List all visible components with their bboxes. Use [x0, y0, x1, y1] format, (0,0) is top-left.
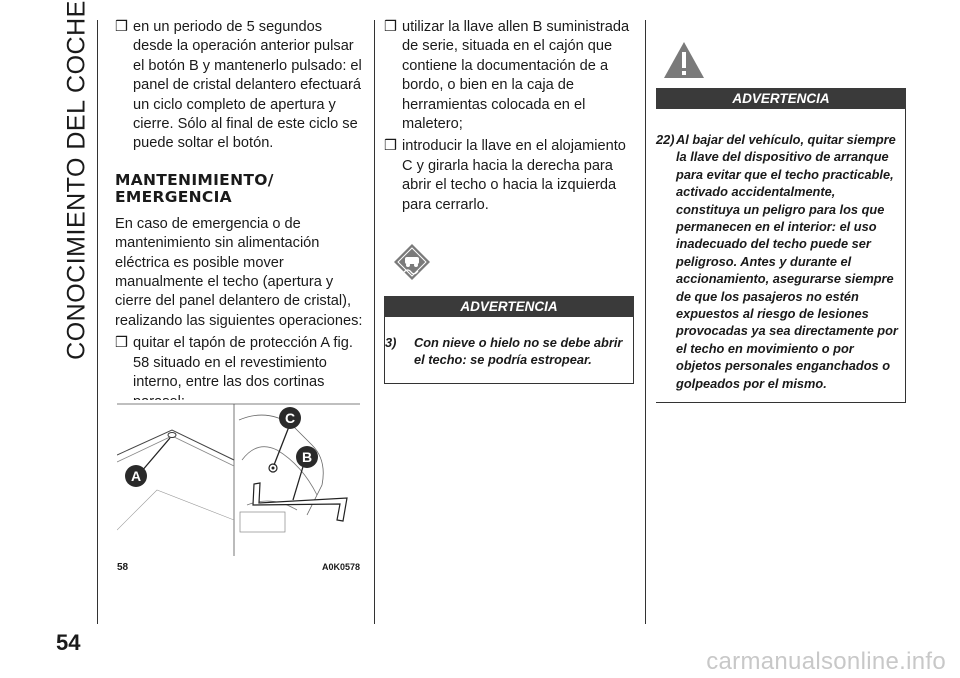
figure-number: 58 [117, 562, 129, 573]
column-divider-2 [645, 20, 646, 624]
bullet-mark: ❒ [115, 19, 129, 35]
paragraph: En caso de emergencia o de mantenimiento sin alimentación eléctrica es posible mover manualmente el techo (apertura y cierre del panel delantero de cristal), realizando las siguientes operaciones: [115, 215, 363, 329]
section-heading-line: MANTENIMIENTO/ [115, 170, 274, 189]
sunroof-illustration [117, 400, 360, 560]
column-divider-1 [374, 20, 375, 624]
warning-icon-slippery [392, 242, 432, 282]
warning-box-22 [656, 88, 906, 403]
slippery-road-icon [392, 242, 432, 282]
list-item [384, 137, 634, 215]
label-c-marker [279, 407, 301, 429]
exclamation-triangle-icon [662, 40, 706, 80]
warning-text: Al bajar del vehículo, quitar siempre la llave del dispositivo de arranque para evitar que el techo practicable, activado accidentalmente, constituya un peligro para los que permanecen en el interior: el uso inadecuado del techo puede ser peligroso. Antes y durante el accionamiento, asegurarse siempre de que los pasajeros no estén expuestos al riesgo de lesiones provocadas ya sea directamente por el techo en movimiento o por objetos personales enganchados o golpeados por el mismo. [676, 132, 898, 391]
figure-58-illustration [117, 400, 360, 575]
bullet-mark: ❒ [384, 19, 398, 35]
label-a: A [130, 468, 142, 484]
warning-body [656, 109, 906, 403]
sidebar-rule [97, 20, 98, 624]
chapter-title-text: CONOCIMIENTO DEL COCHE [62, 0, 91, 360]
figure-code: A0K0578 [322, 562, 361, 572]
list-item-text: quitar el tapón de protección A fig. 58 situado en el revestimiento interno, entre las dos cortinas [133, 335, 353, 391]
bullet-mark: ❒ [384, 138, 398, 155]
page-number: 54 [56, 630, 81, 655]
warning-body [384, 317, 634, 384]
warning-box-3 [384, 296, 634, 384]
warning-text: Con nieve o hielo no se debe abrir el techo: se podría estropear. [414, 335, 623, 368]
list-item [115, 18, 365, 154]
list-item-text: en un periodo de 5 segundos desde la operación anterior pulsar el botón B y mantenerlo pulsado: el panel de cristal delantero efectuará un ciclo completo de apertura y cierre. Sólo al final de este ciclo se puede soltar el botón. [133, 19, 362, 152]
warning-title: ADVERTENCIA [656, 88, 906, 109]
label-a-marker [125, 465, 147, 487]
bullet-mark: ❒ [115, 335, 129, 352]
column-1 [115, 18, 365, 415]
watermark: carmanualsonline.info [706, 648, 946, 675]
section-heading-line: EMERGENCIA [115, 187, 232, 206]
warning-item [385, 334, 625, 369]
list-item-text: introducir la llave en el alojamiento C y girarla hacia la derecha para abrir el techo o hacia la izquierda para cerrarlo. [402, 138, 626, 213]
list-item-text: utilizar la llave allen B suministrada de serie, situada en el cajón que contiene la documentación de a bordo, o bien en la caja de herramientas colocada en el maletero; [402, 19, 630, 133]
chapter-title [57, 0, 97, 360]
label-b: B [301, 449, 313, 465]
warning-number: 22) [656, 132, 675, 147]
warning-icon-general [662, 40, 706, 80]
column-2 [384, 18, 634, 218]
warning-item [656, 131, 899, 392]
warning-number: 3) [385, 335, 397, 350]
label-c: C [284, 410, 296, 426]
section-heading [115, 172, 365, 206]
list-item [384, 18, 634, 134]
label-b-marker [296, 446, 318, 468]
warning-title: ADVERTENCIA [384, 296, 634, 317]
